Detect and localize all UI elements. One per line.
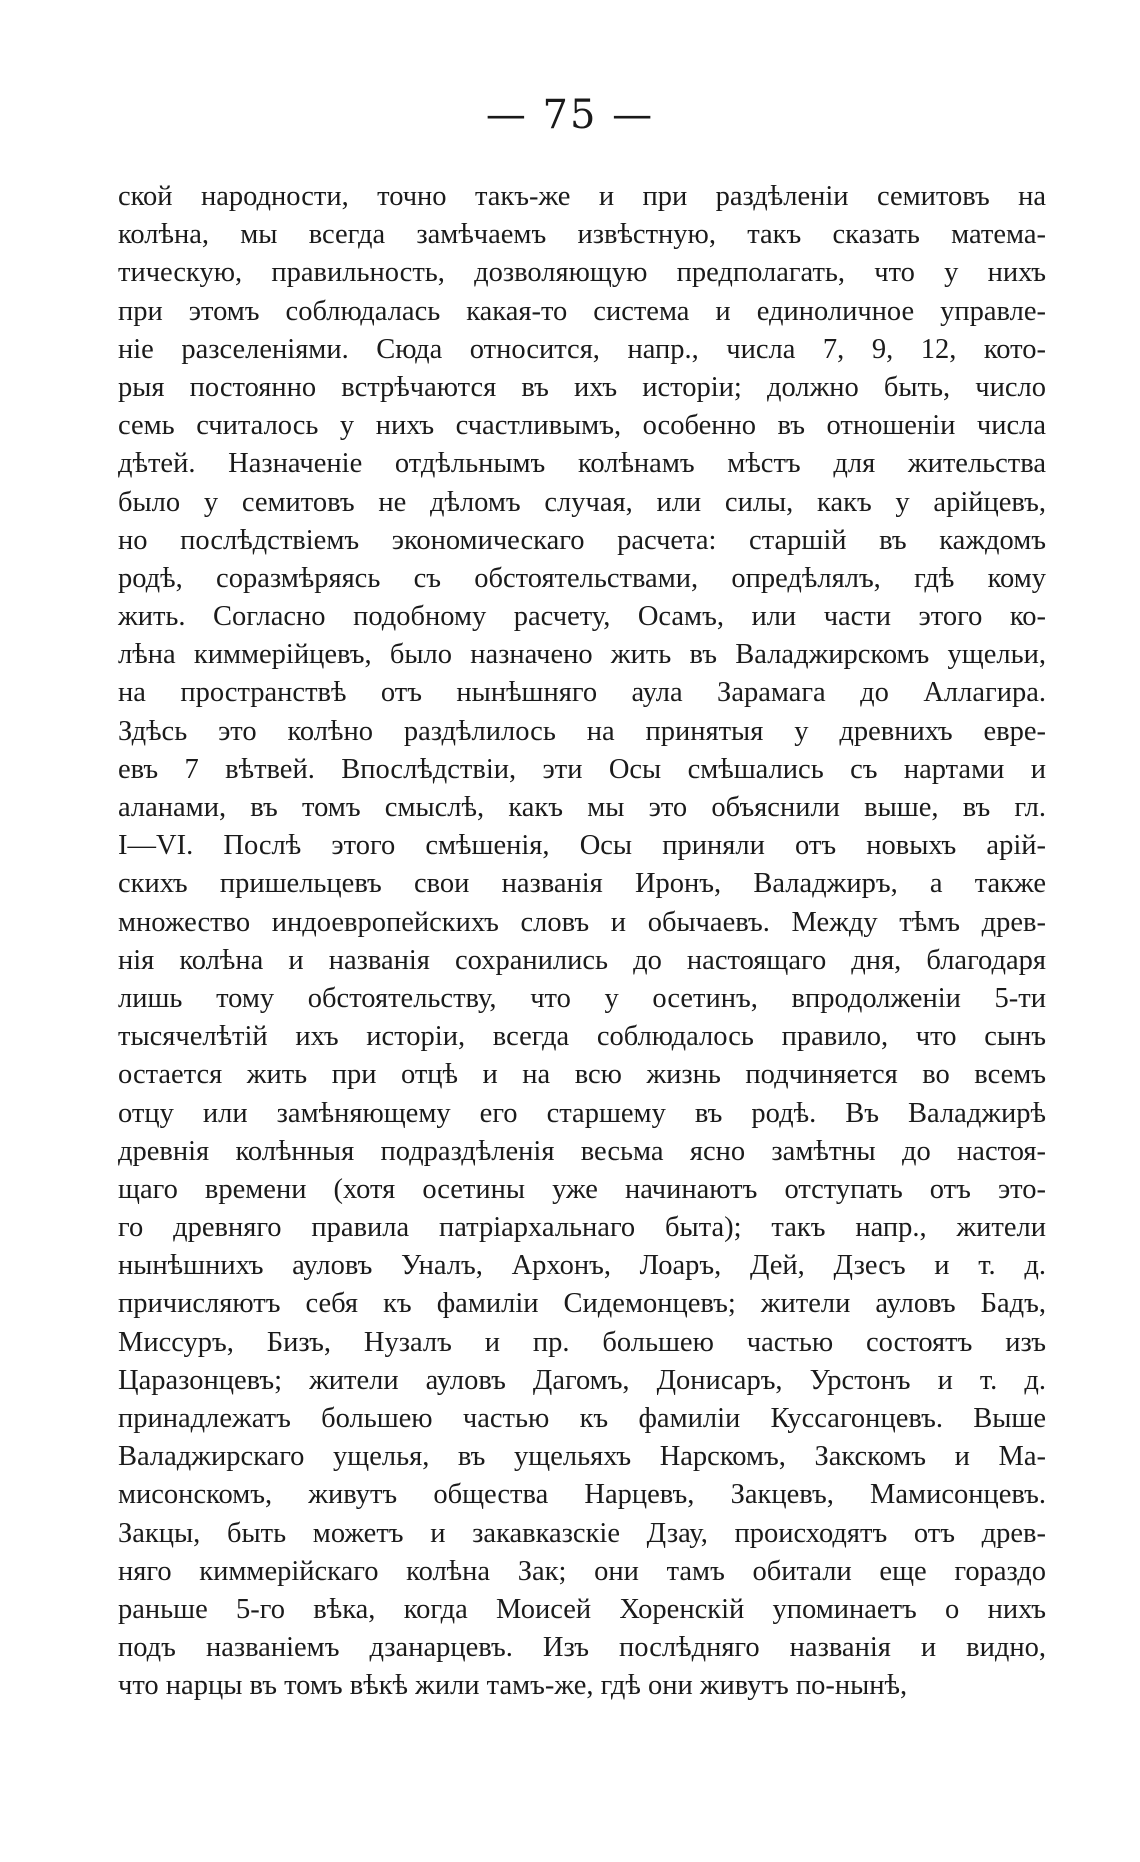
text-line: при этомъ соблюдалась какая-то система и единоличное управле-	[118, 295, 1046, 327]
text-line: рыя постоянно встрѣчаются въ ихъ исторіи; должно быть, число	[118, 371, 1046, 403]
text-line: аланами, въ томъ смыслѣ, какъ мы это объяснили выше, въ гл.	[118, 792, 1046, 823]
text-line: жить. Согласно подобному расчету, Осамъ, или части этого ко-	[118, 601, 1046, 633]
body-text	[118, 178, 1046, 1706]
text-line: няго киммерійскаго колѣна Зак; они тамъ обитали еще гораздо	[118, 1555, 1046, 1587]
text-line: родѣ, соразмѣряясь съ обстоятельствами, опредѣлялъ, гдѣ кому	[118, 562, 1046, 594]
text-line: I—VI. Послѣ этого смѣшенія, Осы приняли отъ новыхъ арій-	[118, 830, 1046, 862]
text-line: Миссуръ, Бизъ, Нузалъ и пр. большею частью состоятъ изъ	[118, 1326, 1046, 1358]
text-line: что нарцы въ томъ вѣкѣ жили тамъ-же, гдѣ они живутъ по-нынѣ,	[118, 1670, 908, 1702]
text-line: Здѣсь это колѣно раздѣлилось на принятыя у древнихъ евре-	[118, 715, 1046, 747]
text-line: тическую, правильность, дозволяющую предполагать, что у нихъ	[118, 257, 1046, 289]
text-line: отцу или замѣняющему его старшему въ родѣ. Въ Валаджирѣ	[118, 1097, 1046, 1129]
page-number: — 75 —	[485, 92, 655, 138]
text-line: тысячелѣтій ихъ исторіи, всегда соблюдалось правило, что сынъ	[118, 1021, 1046, 1053]
text-line: подъ названіемъ дзанарцевъ. Изъ послѣдняго названія и видно,	[118, 1632, 1046, 1664]
text-line: нынѣшнихъ ауловъ Уналъ, Архонъ, Лоаръ, Дей, Дзесъ и т. д.	[118, 1250, 1046, 1282]
text-line: раньше 5-го вѣка, когда Моисей Хоренскій упоминаетъ о нихъ	[118, 1593, 1046, 1625]
text-line: евъ 7 вѣтвей. Впослѣдствіи, эти Осы смѣшались съ нартами и	[118, 753, 1046, 785]
text-line: принадлежатъ большею частью къ фамиліи Куссагонцевъ. Выше	[118, 1403, 1046, 1434]
text-line: Закцы, быть можетъ и закавказскіе Дзау, происходятъ отъ древ-	[118, 1517, 1046, 1549]
text-line: колѣна, мы всегда замѣчаемъ извѣстную, такъ сказать матема-	[118, 219, 1046, 251]
text-line: лѣна киммерійцевъ, было назначено жить въ Валаджирскомъ ущельи,	[118, 639, 1046, 671]
text-line: семь считалось у нихъ счастливымъ, особенно въ отношеніи числа	[118, 410, 1046, 442]
text-line: Валаджирскаго ущелья, въ ущельяхъ Нарскомъ, Закскомъ и Ма-	[118, 1441, 1046, 1473]
text-line: лишь тому обстоятельству, что у осетинъ, впродолженіи 5-ти	[118, 982, 1046, 1014]
text-line: нія колѣна и названія сохранились до настоящаго дня, благодаря	[118, 944, 1046, 976]
text-line: ніе разселеніями. Сюда относится, напр., числа 7, 9, 12, кото-	[118, 333, 1046, 365]
text-line: на пространствѣ отъ нынѣшняго аула Зарамага до Аллагира.	[118, 677, 1046, 709]
text-line: Царазонцевъ; жители ауловъ Дагомъ, Донисаръ, Урстонъ и т. д.	[118, 1364, 1046, 1396]
text-line: скихъ пришельцевъ свои названія Иронъ, Валаджиръ, а также	[118, 868, 1046, 900]
text-line: множество индоевропейскихъ словъ и обычаевъ. Между тѣмъ древ-	[118, 906, 1046, 938]
text-line: щаго времени (хотя осетины уже начинаютъ отступать отъ это-	[118, 1173, 1046, 1205]
text-line: причисляютъ себя къ фамиліи Сидемонцевъ; жители ауловъ Бадъ,	[118, 1288, 1046, 1320]
text-line: было у семитовъ не дѣломъ случая, или силы, какъ у арійцевъ,	[118, 486, 1046, 518]
text-line: го древняго правила патріархальнаго быта); такъ напр., жители	[118, 1212, 1046, 1244]
text-line: древнія колѣнныя подраздѣленія весьма ясно замѣтны до настоя-	[118, 1135, 1046, 1167]
text-line: остается жить при отцѣ и на всю жизнь подчиняется во всемъ	[118, 1059, 1046, 1091]
text-line: ской народности, точно такъ-же и при раздѣленіи семитовъ на	[118, 181, 1046, 212]
text-line: но послѣдствіемъ экономическаго расчета: старшій въ каждомъ	[118, 524, 1046, 556]
text-line: дѣтей. Назначеніе отдѣльнымъ колѣнамъ мѣстъ для жительства	[118, 448, 1046, 480]
text-line: мисонскомъ, живутъ общества Нарцевъ, Закцевъ, Мамисонцевъ.	[118, 1479, 1046, 1511]
